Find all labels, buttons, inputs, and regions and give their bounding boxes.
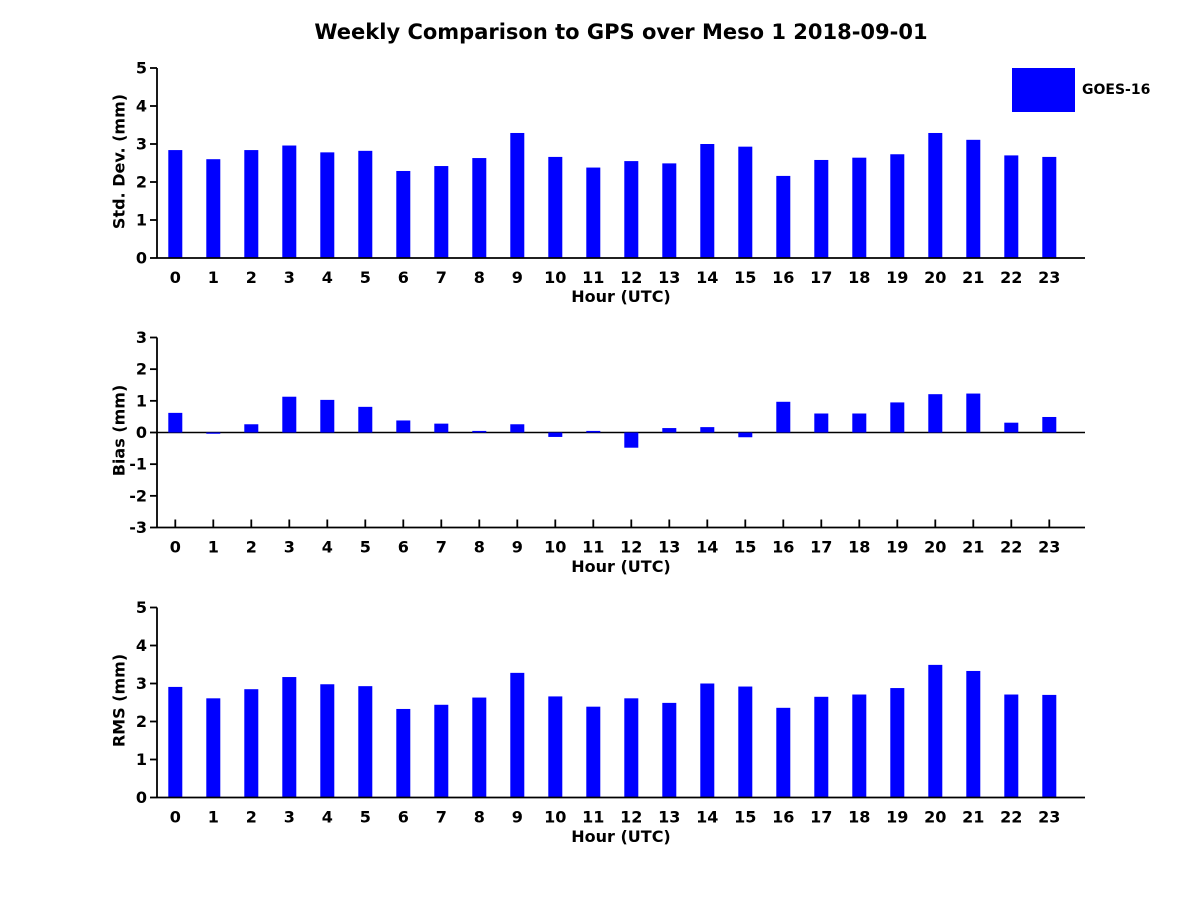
bar — [586, 168, 600, 258]
x-tick-label: 5 — [359, 268, 371, 287]
y-tick-label: -1 — [129, 454, 147, 474]
x-tick-label: 8 — [473, 537, 485, 557]
x-tick-label: 19 — [886, 537, 909, 557]
x-tick-label: 16 — [772, 537, 795, 557]
bar — [434, 705, 448, 798]
x-tick-label: 9 — [511, 537, 523, 557]
bar — [168, 150, 182, 258]
bar — [320, 400, 334, 433]
x-tick-label: 4 — [321, 268, 333, 287]
bar — [434, 166, 448, 258]
bar — [510, 424, 524, 432]
bar — [168, 413, 182, 433]
bar — [358, 686, 372, 797]
x-tick-label: 12 — [620, 537, 643, 557]
bar — [282, 397, 296, 433]
bar — [624, 698, 638, 797]
bar — [396, 171, 410, 258]
y-tick-label: 1 — [135, 210, 147, 230]
x-tick-label: 22 — [1000, 268, 1023, 287]
bar — [206, 433, 220, 434]
x-tick-label: 16 — [772, 807, 795, 827]
bar — [510, 133, 524, 258]
x-tick-label: 7 — [435, 268, 447, 287]
x-tick-label: 5 — [359, 807, 371, 827]
bar — [358, 151, 372, 258]
bar — [928, 133, 942, 258]
bar — [776, 708, 790, 798]
x-tick-label: 15 — [734, 268, 757, 287]
x-tick-label: 15 — [734, 807, 757, 827]
x-tick-label: 9 — [511, 268, 523, 287]
x-tick-label: 1 — [207, 268, 219, 287]
x-tick-label: 19 — [886, 807, 909, 827]
bar — [586, 707, 600, 798]
x-tick-label: 19 — [886, 268, 909, 287]
bar — [282, 146, 296, 258]
x-tick-label: 6 — [397, 268, 409, 287]
x-tick-label: 10 — [544, 537, 567, 557]
bar — [282, 677, 296, 797]
bar — [244, 150, 258, 258]
y-tick-label: 3 — [135, 134, 147, 154]
y-tick-label: 3 — [135, 674, 147, 693]
legend — [1012, 68, 1150, 112]
legend-label: GOES-16 — [1082, 82, 1151, 98]
bar — [624, 161, 638, 258]
bar — [776, 402, 790, 433]
bar — [548, 696, 562, 797]
chart-title: Weekly Comparison to GPS over Meso 1 2018-09-01 — [314, 20, 928, 44]
bar — [700, 684, 714, 798]
x-tick-label: 13 — [658, 268, 681, 287]
x-tick-label: 23 — [1038, 537, 1061, 557]
x-axis-label-middle: Hour (UTC) — [571, 557, 671, 576]
x-tick-label: 6 — [397, 537, 409, 557]
x-tick-label: 0 — [169, 268, 181, 287]
y-tick-label: 1 — [135, 391, 147, 411]
bar — [966, 140, 980, 258]
bar — [966, 394, 980, 433]
bar — [472, 431, 486, 433]
x-tick-label: 0 — [169, 537, 181, 557]
bar — [1004, 695, 1018, 798]
y-tick-label: 2 — [135, 172, 147, 192]
x-tick-label: 11 — [582, 537, 605, 557]
x-tick-label: 0 — [169, 807, 181, 827]
bar — [662, 163, 676, 258]
x-axis-label-top: Hour (UTC) — [571, 287, 671, 306]
bar — [586, 431, 600, 433]
x-tick-label: 10 — [544, 268, 567, 287]
x-tick-label: 13 — [658, 537, 681, 557]
bar — [852, 414, 866, 433]
x-tick-label: 17 — [810, 268, 833, 287]
x-tick-label: 23 — [1038, 807, 1061, 827]
x-tick-label: 14 — [696, 268, 719, 287]
bar — [966, 671, 980, 798]
bar — [320, 684, 334, 797]
bar — [1042, 157, 1056, 258]
bar — [662, 428, 676, 432]
bar — [206, 159, 220, 258]
x-tick-label: 7 — [435, 807, 447, 827]
y-tick-label: 4 — [135, 636, 147, 655]
x-tick-label: 14 — [696, 807, 719, 827]
x-tick-label: 18 — [848, 537, 871, 557]
x-tick-label: 3 — [283, 268, 295, 287]
y-tick-label: 2 — [135, 359, 147, 379]
bar — [890, 154, 904, 258]
bar — [814, 414, 828, 433]
bar — [168, 687, 182, 798]
bar — [890, 688, 904, 797]
x-tick-label: 2 — [245, 537, 257, 557]
y-tick-label: 2 — [135, 712, 147, 731]
bar — [548, 433, 562, 437]
bar — [852, 158, 866, 258]
bar — [1042, 695, 1056, 798]
bar — [928, 394, 942, 432]
bar — [700, 427, 714, 432]
x-tick-label: 5 — [359, 537, 371, 557]
x-tick-label: 20 — [924, 268, 947, 287]
x-tick-label: 22 — [1000, 537, 1023, 557]
bar — [814, 160, 828, 258]
y-tick-label: 5 — [135, 58, 147, 78]
y-tick-label: 0 — [135, 423, 147, 442]
x-tick-label: 7 — [435, 537, 447, 557]
bar — [814, 697, 828, 798]
x-tick-label: 3 — [283, 537, 295, 557]
x-tick-label: 21 — [962, 268, 985, 287]
x-tick-label: 21 — [962, 807, 985, 827]
bar — [358, 407, 372, 433]
x-tick-label: 12 — [620, 807, 643, 827]
y-tick-label: 0 — [135, 248, 147, 268]
bar — [1042, 417, 1056, 433]
bar — [396, 420, 410, 432]
bar — [738, 433, 752, 438]
y-axis-label-stddev: Std. Dev. (mm) — [109, 93, 129, 230]
x-tick-label: 9 — [511, 807, 523, 827]
bar — [320, 152, 334, 258]
x-tick-label: 18 — [848, 807, 871, 827]
x-tick-label: 8 — [473, 268, 485, 287]
bar — [624, 433, 638, 448]
x-tick-label: 4 — [321, 807, 333, 827]
x-tick-label: 14 — [696, 537, 719, 557]
bar — [662, 703, 676, 798]
bar — [1004, 423, 1018, 433]
x-axis-label-bottom: Hour (UTC) — [571, 827, 671, 846]
x-tick-label: 1 — [207, 537, 219, 557]
bar — [510, 673, 524, 798]
legend-swatch-goes16 — [1012, 68, 1075, 112]
bar — [472, 158, 486, 258]
bar — [890, 402, 904, 432]
x-tick-label: 12 — [620, 268, 643, 287]
bar — [738, 687, 752, 798]
y-tick-label: 4 — [135, 96, 147, 116]
x-tick-label: 15 — [734, 537, 757, 557]
y-axis-label-bias: Bias (mm) — [109, 384, 129, 477]
bar — [434, 424, 448, 433]
x-tick-label: 20 — [924, 537, 947, 557]
x-tick-label: 22 — [1000, 807, 1023, 827]
y-axis-label-rms: RMS (mm) — [109, 653, 129, 748]
x-tick-label: 23 — [1038, 268, 1061, 287]
y-tick-label: -3 — [129, 518, 147, 537]
bar — [206, 698, 220, 797]
x-tick-label: 2 — [245, 268, 257, 287]
x-tick-label: 11 — [582, 807, 605, 827]
bar — [472, 698, 486, 798]
x-tick-label: 21 — [962, 537, 985, 557]
x-tick-label: 20 — [924, 807, 947, 827]
bar — [244, 424, 258, 432]
x-tick-label: 3 — [283, 807, 295, 827]
x-tick-label: 11 — [582, 268, 605, 287]
y-tick-label: 3 — [135, 328, 147, 347]
bar — [396, 709, 410, 798]
x-tick-label: 17 — [810, 807, 833, 827]
x-tick-label: 13 — [658, 807, 681, 827]
bar — [928, 665, 942, 798]
y-tick-label: -2 — [129, 486, 147, 506]
bar — [738, 147, 752, 258]
x-tick-label: 10 — [544, 807, 567, 827]
x-tick-label: 8 — [473, 807, 485, 827]
x-tick-label: 18 — [848, 268, 871, 287]
x-tick-label: 2 — [245, 807, 257, 827]
bar — [776, 176, 790, 258]
x-tick-label: 4 — [321, 537, 333, 557]
bar — [1004, 155, 1018, 258]
x-tick-label: 16 — [772, 268, 795, 287]
bar — [852, 695, 866, 798]
bar — [700, 144, 714, 258]
bar — [548, 157, 562, 258]
y-tick-label: 5 — [135, 598, 147, 617]
x-tick-label: 1 — [207, 807, 219, 827]
y-tick-label: 1 — [135, 750, 147, 769]
x-tick-label: 6 — [397, 807, 409, 827]
y-tick-label: 0 — [135, 788, 147, 807]
x-tick-label: 17 — [810, 537, 833, 557]
bar — [244, 689, 258, 797]
